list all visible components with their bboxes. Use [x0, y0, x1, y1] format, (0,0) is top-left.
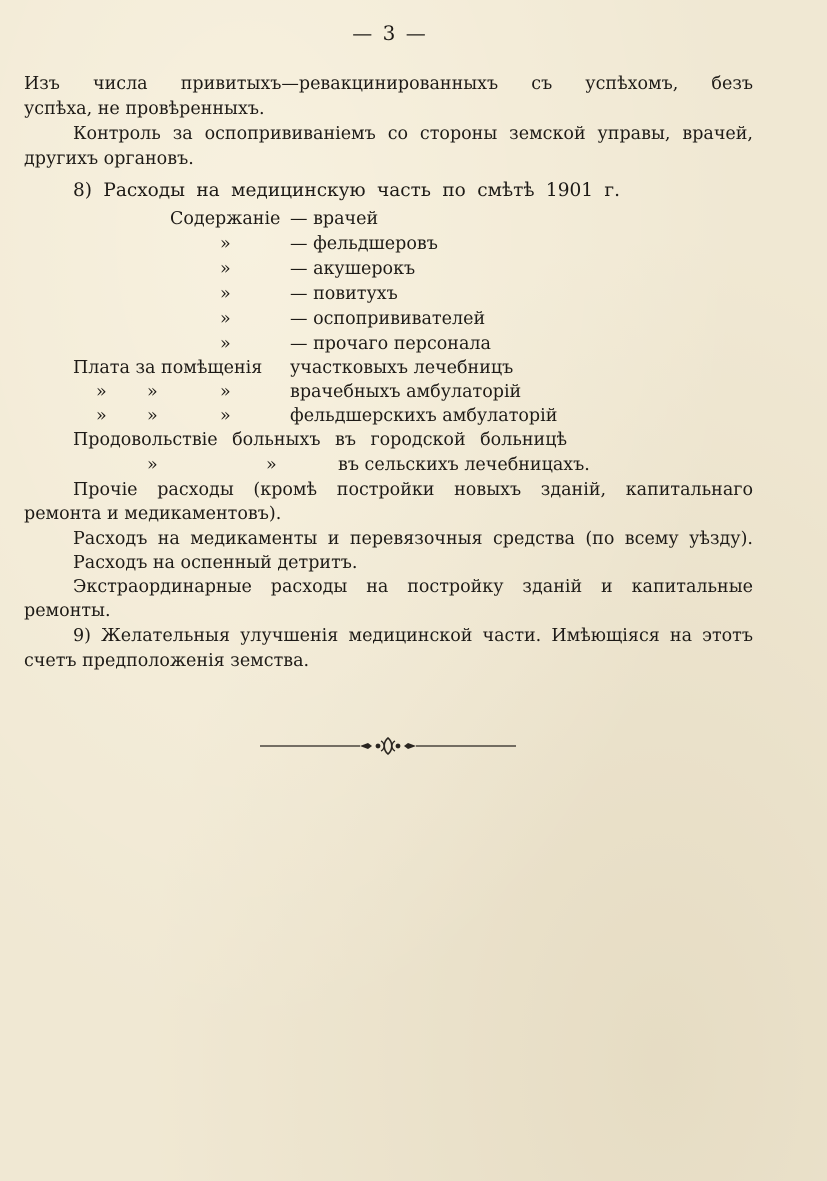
text-line: Продовольствіе больныхъ въ городской больницѣ	[73, 430, 567, 450]
ditto-mark: »	[147, 455, 158, 475]
text-line: ремонта и медикаментовъ).	[24, 504, 282, 524]
ditto-mark: »	[147, 382, 158, 402]
ditto-mark: »	[220, 259, 231, 279]
ditto-mark: »	[220, 309, 231, 329]
text-line: другихъ органовъ.	[24, 149, 194, 169]
text-line: Изъ числа привитыхъ—ревакцинированныхъ съ успѣхомъ, безъ	[24, 74, 753, 94]
ditto-mark: »	[220, 382, 231, 402]
table-value: — фельдшеровъ	[290, 234, 438, 254]
ditto-mark: »	[266, 455, 277, 475]
table-value: въ сельскихъ лечебницахъ.	[338, 455, 590, 475]
section-heading: 8) Расходы на медицинскую часть по смѣтѣ 1901 г.	[73, 180, 620, 201]
table-value: участковыхъ лечебницъ	[290, 358, 514, 378]
ditto-mark: »	[96, 406, 107, 426]
text-line: Прочіе расходы (кромѣ постройки новыхъ зданій, капитальнаго	[73, 480, 753, 500]
text-line: Контроль за оспопрививаніемъ со стороны земской управы, врачей,	[73, 124, 753, 144]
text-line: Расходъ на оспенный детритъ.	[73, 553, 358, 573]
ditto-mark: »	[220, 284, 231, 304]
table-value: — повитухъ	[290, 284, 398, 304]
table-value: врачебныхъ амбулаторій	[290, 382, 522, 402]
text-line: Расходъ на медикаменты и перевязочныя средства (по всему уѣзду).	[73, 529, 753, 549]
page-number: — 3 —	[352, 21, 428, 45]
ditto-mark: »	[147, 406, 158, 426]
ditto-mark: »	[220, 334, 231, 354]
text-line: счетъ предположенія земства.	[24, 651, 310, 671]
ditto-mark: »	[96, 382, 107, 402]
table-label: Плата за помѣщенія	[73, 358, 263, 378]
text-line: успѣха, не провѣренныхъ.	[24, 99, 265, 119]
ditto-mark: »	[220, 234, 231, 254]
text-line: Экстраординарные расходы на постройку зданій и капитальные	[73, 577, 753, 597]
ditto-mark: »	[220, 406, 231, 426]
text-line: ремонты.	[24, 601, 111, 621]
table-value: — прочаго персонала	[290, 334, 491, 354]
ornament-divider-icon	[260, 734, 516, 758]
table-value: — оспопрививателей	[290, 309, 486, 329]
table-value: фельдшерскихъ амбулаторій	[290, 406, 558, 426]
table-value: — акушерокъ	[290, 259, 416, 279]
section-heading: 9) Желательныя улучшенія медицинской части. Имѣющіяся на этотъ	[73, 626, 753, 646]
table-label: Содержаніе	[170, 209, 281, 229]
table-value: — врачей	[290, 209, 379, 229]
